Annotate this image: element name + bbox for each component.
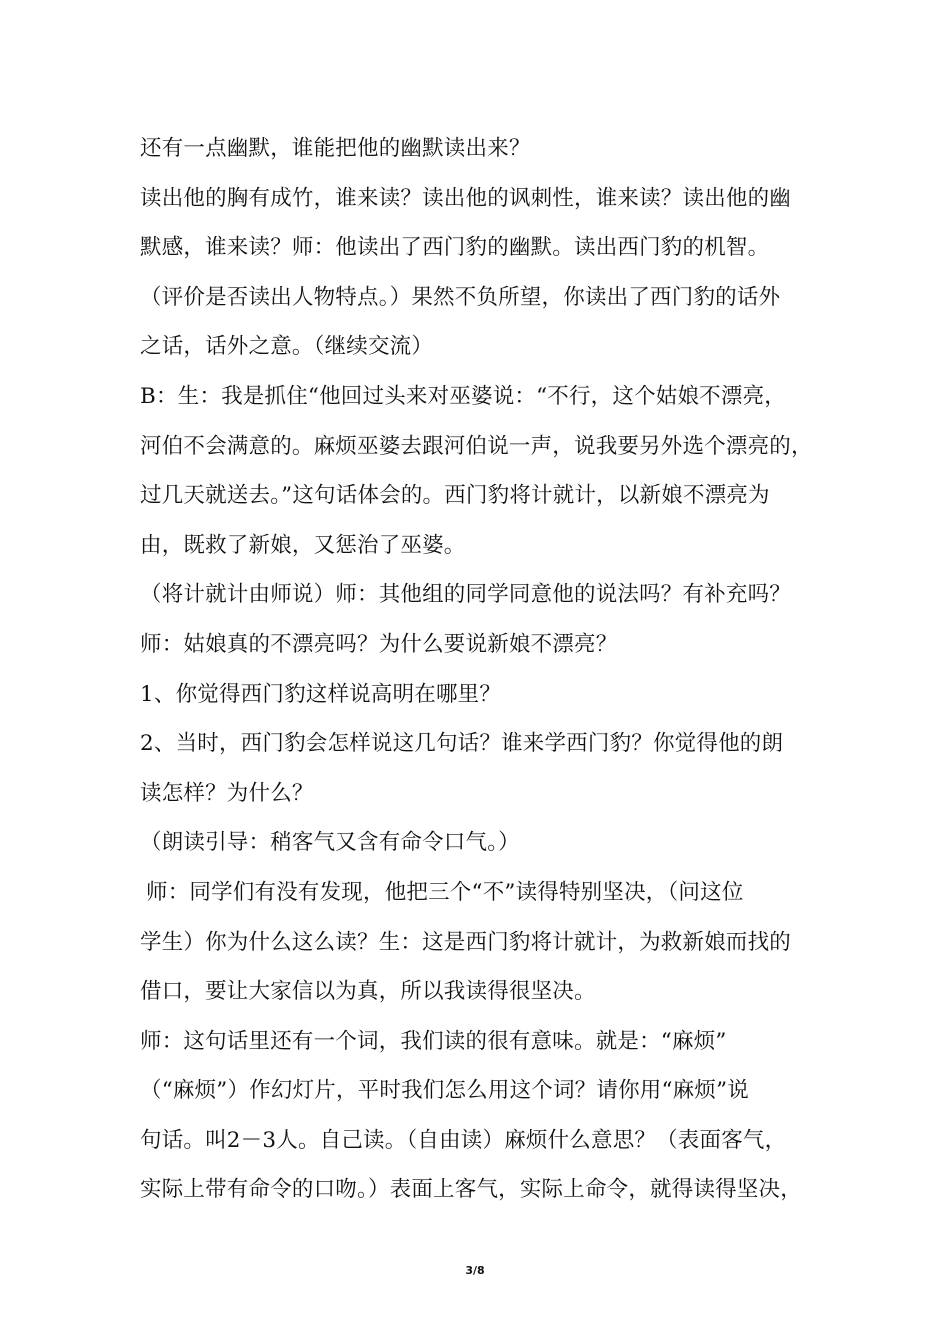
text-line: （朗读引导：稍客气又含有命令口气。） (140, 830, 520, 856)
text-line: 2、当时，西门豹会怎样说这几句话？谁来学西门豹？你觉得他的朗 (140, 731, 784, 757)
text-line: 师：这句话里还有一个词，我们读的很有意味。就是：“麻烦” (140, 1028, 727, 1054)
body-text (140, 124, 840, 1215)
text-line: 学生）你为什么这么读？生：这是西门豹将计就计，为救新娘而找的 (140, 929, 792, 955)
text-line: B：生：我是抓住“他回过头来对巫婆说：“不行，这个姑娘不漂亮， (140, 383, 786, 409)
text-line: 1、你觉得西门豹这样说高明在哪里？ (140, 681, 502, 707)
text-line: 默感，谁来读？师：他读出了西门豹的幽默。读出西门豹的机智。 (140, 235, 770, 261)
text-line: 师：姑娘真的不漂亮吗？为什么要说新娘不漂亮？ (140, 631, 618, 657)
text-line: 师：同学们有没有发现，他把三个“不”读得特别坚决，（问这位 (146, 879, 744, 905)
text-line: 读出他的胸有成竹，谁来读？读出他的讽刺性，谁来读？读出他的幽 (140, 185, 792, 211)
text-line: （将计就计由师说）师：其他组的同学同意他的说法吗？有补充吗？ (140, 582, 792, 608)
text-line: 句话。叫2－3人。自己读。（自由读）麻烦什么意思？（表面客气， (140, 1127, 787, 1153)
page-number: 3/8 (465, 1264, 485, 1277)
text-line: 河伯不会满意的。麻烦巫婆去跟河伯说一声，说我要另外选个漂亮的， (140, 433, 813, 459)
text-line: 借口，要让大家信以为真，所以我读得很坚决。 (140, 979, 596, 1005)
text-line: 实际上带有命令的口吻。）表面上客气，实际上命令，就得读得坚决， (140, 1177, 802, 1203)
text-line: （评价是否读出人物特点。）果然不负所望，你读出了西门豹的话外 (140, 284, 781, 310)
text-line: 读怎样？为什么？ (140, 780, 314, 806)
text-line: 还有一点幽默，谁能把他的幽默读出来？ (140, 136, 531, 161)
text-line: 过几天就送去。”这句话体会的。西门豹将计就计，以新娘不漂亮为 (140, 483, 770, 509)
text-line: 之话，话外之意。（继续交流） (140, 334, 434, 360)
text-line: （“麻烦”）作幻灯片，平时我们怎么用这个词？请你用“麻烦”说 (140, 1078, 749, 1104)
text-line: 由，既救了新娘，又惩治了巫婆。 (140, 532, 466, 558)
